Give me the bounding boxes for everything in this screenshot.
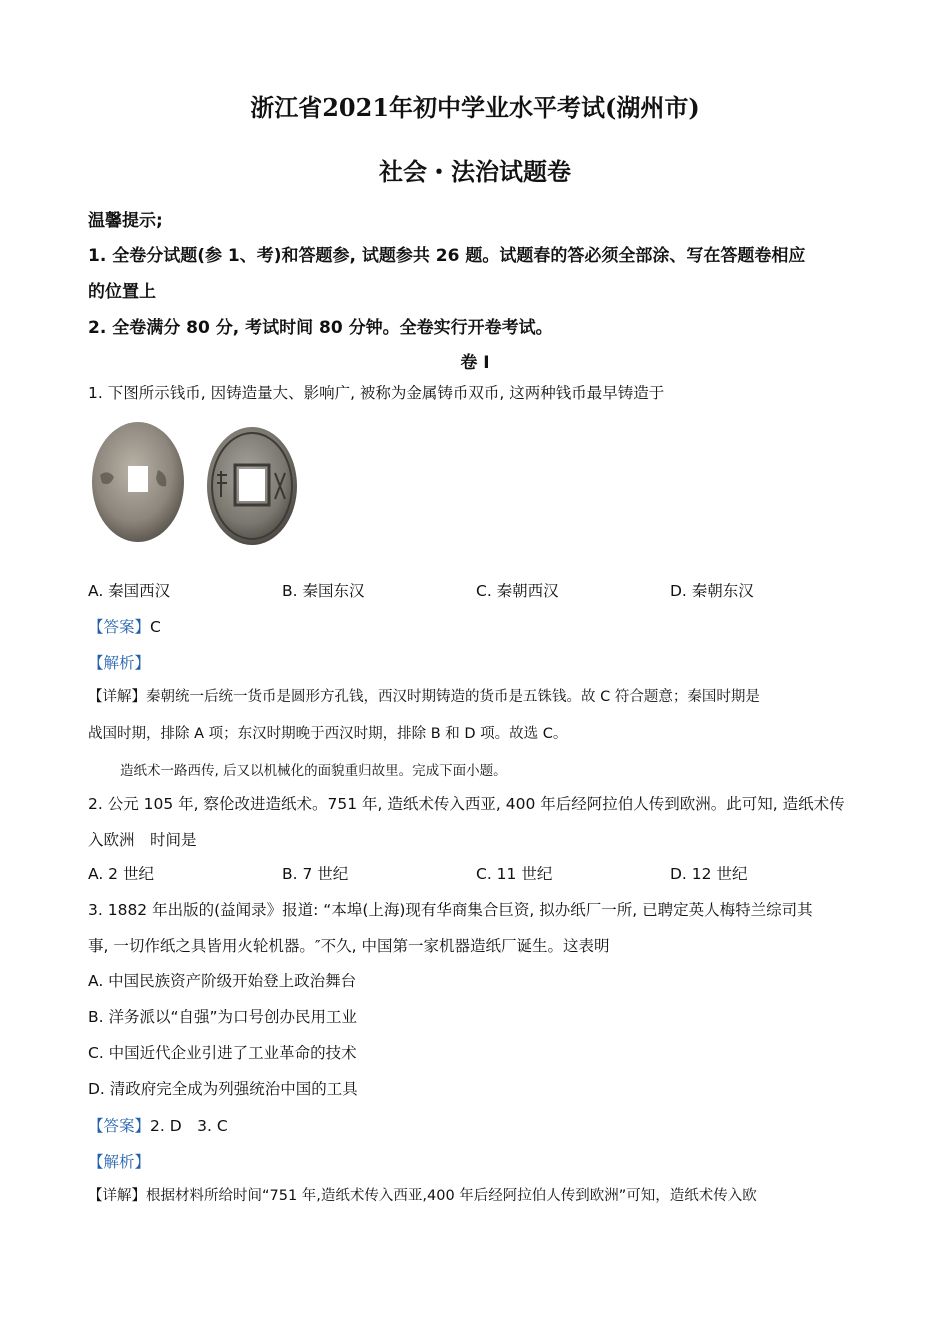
answer-value: 2. D 3. C [150, 1117, 228, 1135]
question-2-3-analysis-tag: 【解析】 [88, 1153, 151, 1171]
question-1-answer [88, 615, 161, 637]
tips-heading: 温馨提示; [88, 211, 163, 231]
question-3-option-b[interactable]: B. 洋务派以“自强”为口号创办民用工业 [88, 1008, 358, 1026]
answer-value: C [150, 618, 161, 636]
question-3-stem-line-1: 3. 1882 年出版的(益闻录》报道: “本埠(上海)现有华商集合巨资, 拟办纸厂一所, 已聘定英人梅特兰综司其 [88, 901, 813, 919]
question-3-option-d[interactable]: D. 清政府完全成为列强统治中国的工具 [88, 1080, 358, 1098]
question-2-option-b[interactable]: B. 7 世纪 [282, 865, 349, 883]
question-2-option-d[interactable]: D. 12 世纪 [670, 865, 748, 883]
tips-line-1b: 的位置上 [88, 282, 156, 302]
answer-tag: 【答案】 [88, 1117, 151, 1135]
question-2-stem-line-1: 2. 公元 105 年, 察伦改进造纸术。751 年, 造纸术传入西亚, 400 年后经阿拉伯人传到欧洲。此可知, 造纸术传 [88, 795, 845, 813]
question-2-stem-line-2: 入欧洲 时间是 [88, 831, 197, 849]
question-3-option-a[interactable]: A. 中国民族资产阶级开始登上政治舞台 [88, 972, 357, 990]
question-1-analysis-tag: 【解析】 [88, 654, 151, 672]
section-heading: 卷 I [460, 353, 490, 373]
ban-liang-coin-image [90, 420, 186, 545]
question-1-detail-line-1: 【详解】秦朝统一后统一货币是圆形方孔钱，西汉时期铸造的货币是五铢钱。故 C 符合题意；秦国时期是 [88, 689, 760, 705]
question-1-option-d[interactable]: D. 秦朝东汉 [670, 582, 754, 600]
answer-tag: 【答案】 [88, 618, 151, 636]
question-2-option-a[interactable]: A. 2 世纪 [88, 865, 154, 883]
question-2-option-c[interactable]: C. 11 世纪 [476, 865, 553, 883]
question-1-option-b[interactable]: B. 秦国东汉 [282, 582, 365, 600]
tips-line-2: 2. 全卷满分 80 分, 考试时间 80 分钟。全卷实行开卷考试。 [88, 318, 553, 338]
question-1-detail-line-2: 战国时期，排除 A 项；东汉时期晚于西汉时期，排除 B 和 D 项。故选 C。 [88, 726, 568, 742]
tips-line-1: 1. 全卷分试题(参 1、考)和答题参, 试题参共 26 题。试题春的答必须全部涂、写在答题卷相应 [88, 246, 806, 266]
wu-zhu-coin-image [205, 425, 299, 547]
paper-topic-intro: 造纸术一路西传, 后又以机械化的面貌重归故里。完成下面小题。 [120, 763, 507, 779]
question-1-option-a[interactable]: A. 秦国西汉 [88, 582, 171, 600]
question-2-3-detail-line-1: 【详解】根据材料所给时间“751 年,造纸术传入西亚,400 年后经阿拉伯人传到欧洲”可知，造纸术传入欧 [88, 1188, 757, 1204]
question-2-3-answer [88, 1114, 228, 1136]
page-title: 浙江省2021年初中学业水平考试(湖州市) [250, 93, 700, 122]
question-1-option-c[interactable]: C. 秦朝西汉 [476, 582, 559, 600]
question-3-option-c[interactable]: C. 中国近代企业引进了工业革命的技术 [88, 1044, 357, 1062]
detail-tag: 【详解】 [88, 1188, 146, 1204]
page-subtitle: 社会・法治试题卷 [379, 157, 571, 186]
question-1-stem: 1. 下图所示钱币, 因铸造量大、影响广, 被称为金属铸币双币, 这两种钱币最早铸造于 [88, 384, 665, 402]
question-3-stem-line-2: 事, 一切作纸之具皆用火轮机器。″不久, 中国第一家机器造纸厂诞生。这表明 [88, 937, 610, 955]
detail-tag: 【详解】 [88, 689, 146, 705]
